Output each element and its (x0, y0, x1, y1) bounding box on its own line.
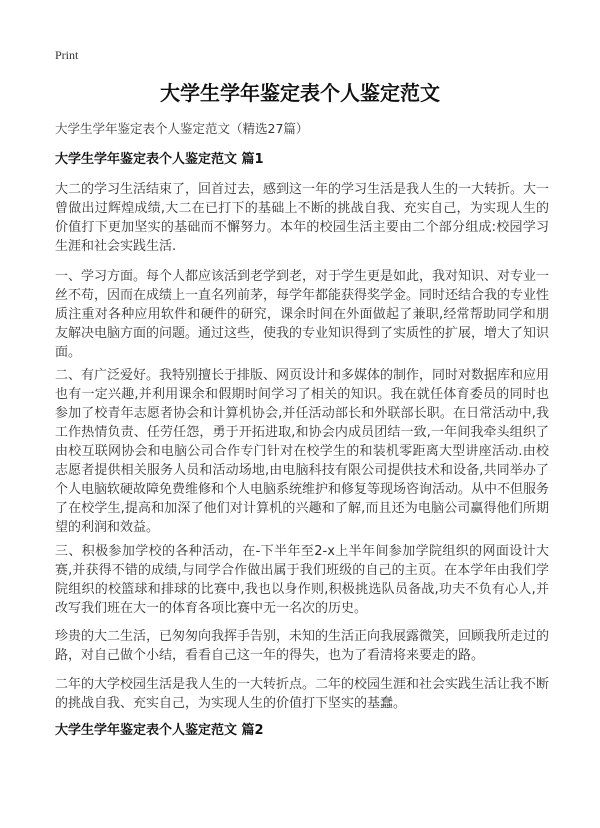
paragraph-2: 一、学习方面。每个人都应该活到老学到老，对于学生更是如此，我对知识、对专业一丝不苟，因而在成绩上一直名列前茅，每学年都能获得奖学金。同时还结合我的专业性质注重对各种应用软件和硬件的研究，课余时间在外面做起了兼职,经常帮助同学和朋友解决电脑方面的问题。通过这些，使我的专业知识得到了实质性的扩展，增大了知识面。 (55, 269, 550, 360)
paragraph-6: 二年的大学校园生活是我人生的一大转折点。二年的校园生涯和社会实践生活让我不断的挑战自我、充实自己，为实现人生的价值打下坚实的基蠢。 (55, 677, 550, 711)
section-heading-2: 大学生学年鉴定表个人鉴定范文 篇2 (55, 723, 264, 738)
paragraph-4: 三、积极参加学校的各种活动，在-下半年至2-x上半年间参加学院组织的网面设计大赛,并获得不错的成绩,与同学合作做出属于我们班级的自己的主页。在本学年由我们学院组织的校篮球和排球的比赛中,我也以身作则,积极挑选队员备战,功夫不负有心人,并改写我们班在大一的体育各项比赛中无一名次的历史。 (55, 544, 549, 616)
page-title: 大学生学年鉴定表个人鉴定范文 (160, 81, 440, 105)
paragraph-5: 珍贵的大二生活，已匆匆向我挥手告别，未知的生活正向我展露微笑，回顾我所走过的路，对自己做个小结，看看自己这一年的得失，也为了看清将来要走的路。 (55, 629, 550, 663)
paragraph-3: 二、有广泛爱好。我特别擅长于排版、网页设计和多媒体的制作，同时对数据库和应用也有一定兴趣,并利用课余和假期时间学习了相关的知识。我在就任体育委员的同时也参加了校青年志愿者协会和计算机协会,并任活动部长和外联部长职。在日常活动中,我工作热情负责、任劳任怨，勇于开拓进取,和协会内成员团结一致,一年间我牵头组织了由校互联网协会和电脑公司合作专门针对在校学生的和装机零距离大型讲座活动.由校志愿者提供相关服务人员和活动场地,由电脑科技有限公司提供技术和设备,共同举办了个人电脑软硬故障免费维修和个人电脑系统维护和修复等现场咨询活动。从中不但服务了在校学生,提高和加深了他们对计算机的兴趣和了解,而且还为电脑公司赢得他们所期望的利润和效益。 (55, 368, 550, 535)
paragraph-1: 大二的学习生活结束了，回首过去，感到这一年的学习生活是我人生的一大转折。大一曾做出过辉煌成绩,大二在已打下的基础上不断的挑战自我、充实自己，为实现人生的价值打下更加坚实的基础而不懈努力。本年的校园生活主要由二个部分组成:校园学习生涯和社会实践生活. (55, 182, 550, 254)
print-link[interactable]: Print (55, 48, 79, 62)
document-intro: 大学生学年鉴定表个人鉴定范文（精选27篇） (55, 121, 309, 136)
section-heading-1: 大学生学年鉴定表个人鉴定范文 篇1 (55, 152, 264, 167)
